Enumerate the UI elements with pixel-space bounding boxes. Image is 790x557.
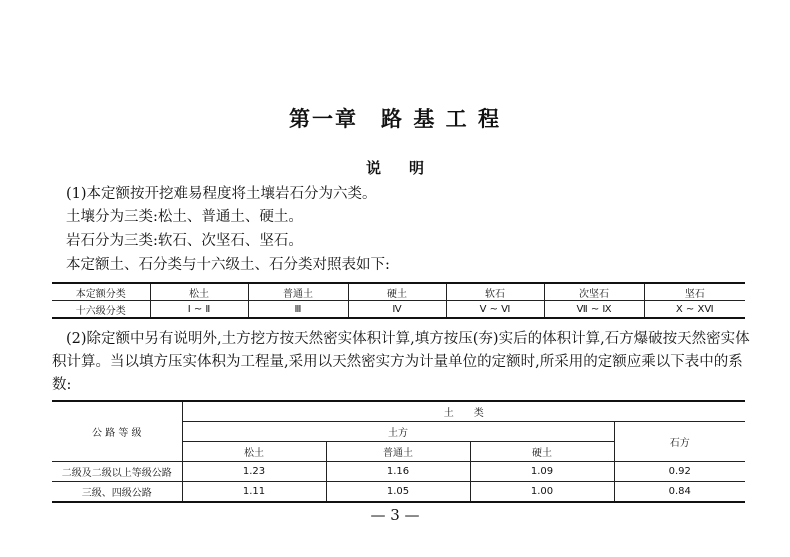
classification-table — [52, 282, 745, 319]
table-row — [52, 482, 745, 503]
table-cell: 硬土 — [348, 283, 446, 301]
table-row — [52, 401, 745, 422]
table-row — [52, 462, 745, 482]
table-cell: Ⅹ ~ ⅩⅥ — [644, 301, 745, 319]
table-cell: 硬土 — [470, 442, 614, 462]
earth-header: 土方 — [182, 422, 614, 442]
table-cell: 本定额分类 — [52, 283, 150, 301]
table-cell: 1.23 — [182, 462, 326, 482]
paragraph-1: (1)本定额按开挖难易程度将土壤岩石分为六类。 — [66, 186, 377, 202]
paragraph-3: 岩石分为三类:软石、次坚石、坚石。 — [66, 233, 303, 249]
coefficient-table — [52, 400, 745, 503]
table-row — [52, 301, 745, 319]
table-cell: 坚石 — [644, 283, 745, 301]
table-cell: 二级及二级以上等级公路 — [52, 462, 182, 482]
table-cell: 0.92 — [614, 462, 745, 482]
table-cell: 软石 — [446, 283, 544, 301]
paragraph-4: 本定额土、石分类与十六级土、石分类对照表如下: — [66, 257, 390, 273]
paragraph-5: (2)除定额中另有说明外,土方挖方按天然密实体积计算,填方按压(夯)实后的体积计算,石方爆破按天然密实体积计算。当以填方压实体积为工程量,采用以天然密实方为计量单位的定额时,所采用的定额应乘以下表中的系数: — [52, 331, 750, 393]
grade-header: 公 路 等 级 — [52, 401, 182, 462]
table-cell: 1.11 — [182, 482, 326, 503]
page-number: — 3 — — [370, 506, 420, 524]
table-cell: 次坚石 — [544, 283, 644, 301]
table-cell: 1.09 — [470, 462, 614, 482]
table-cell: 1.00 — [470, 482, 614, 503]
table-cell: Ⅲ — [248, 301, 348, 319]
table-cell: 松土 — [150, 283, 248, 301]
table-cell: Ⅶ ~ Ⅸ — [544, 301, 644, 319]
table-cell: 1.05 — [326, 482, 470, 503]
table-cell: Ⅴ ~ Ⅵ — [446, 301, 544, 319]
table-cell: Ⅳ — [348, 301, 446, 319]
table-cell: Ⅰ ~ Ⅱ — [150, 301, 248, 319]
table-cell: 松土 — [182, 442, 326, 462]
rock-header: 石方 — [614, 422, 745, 462]
table-cell: 1.16 — [326, 462, 470, 482]
table-cell: 十六级分类 — [52, 301, 150, 319]
section-title — [0, 157, 790, 178]
table-cell: 三级、四级公路 — [52, 482, 182, 503]
table-row — [52, 283, 745, 301]
chapter-title: 第一章 路 基 工 程 — [289, 107, 501, 131]
table-cell: 普通土 — [326, 442, 470, 462]
section-title-text: 说明 — [365, 159, 452, 177]
table-cell: 普通土 — [248, 283, 348, 301]
table-cell: 0.84 — [614, 482, 745, 503]
soil-class-header: 土 类 — [182, 401, 745, 422]
paragraph-2: 土壤分为三类:松土、普通土、硬土。 — [66, 209, 303, 225]
